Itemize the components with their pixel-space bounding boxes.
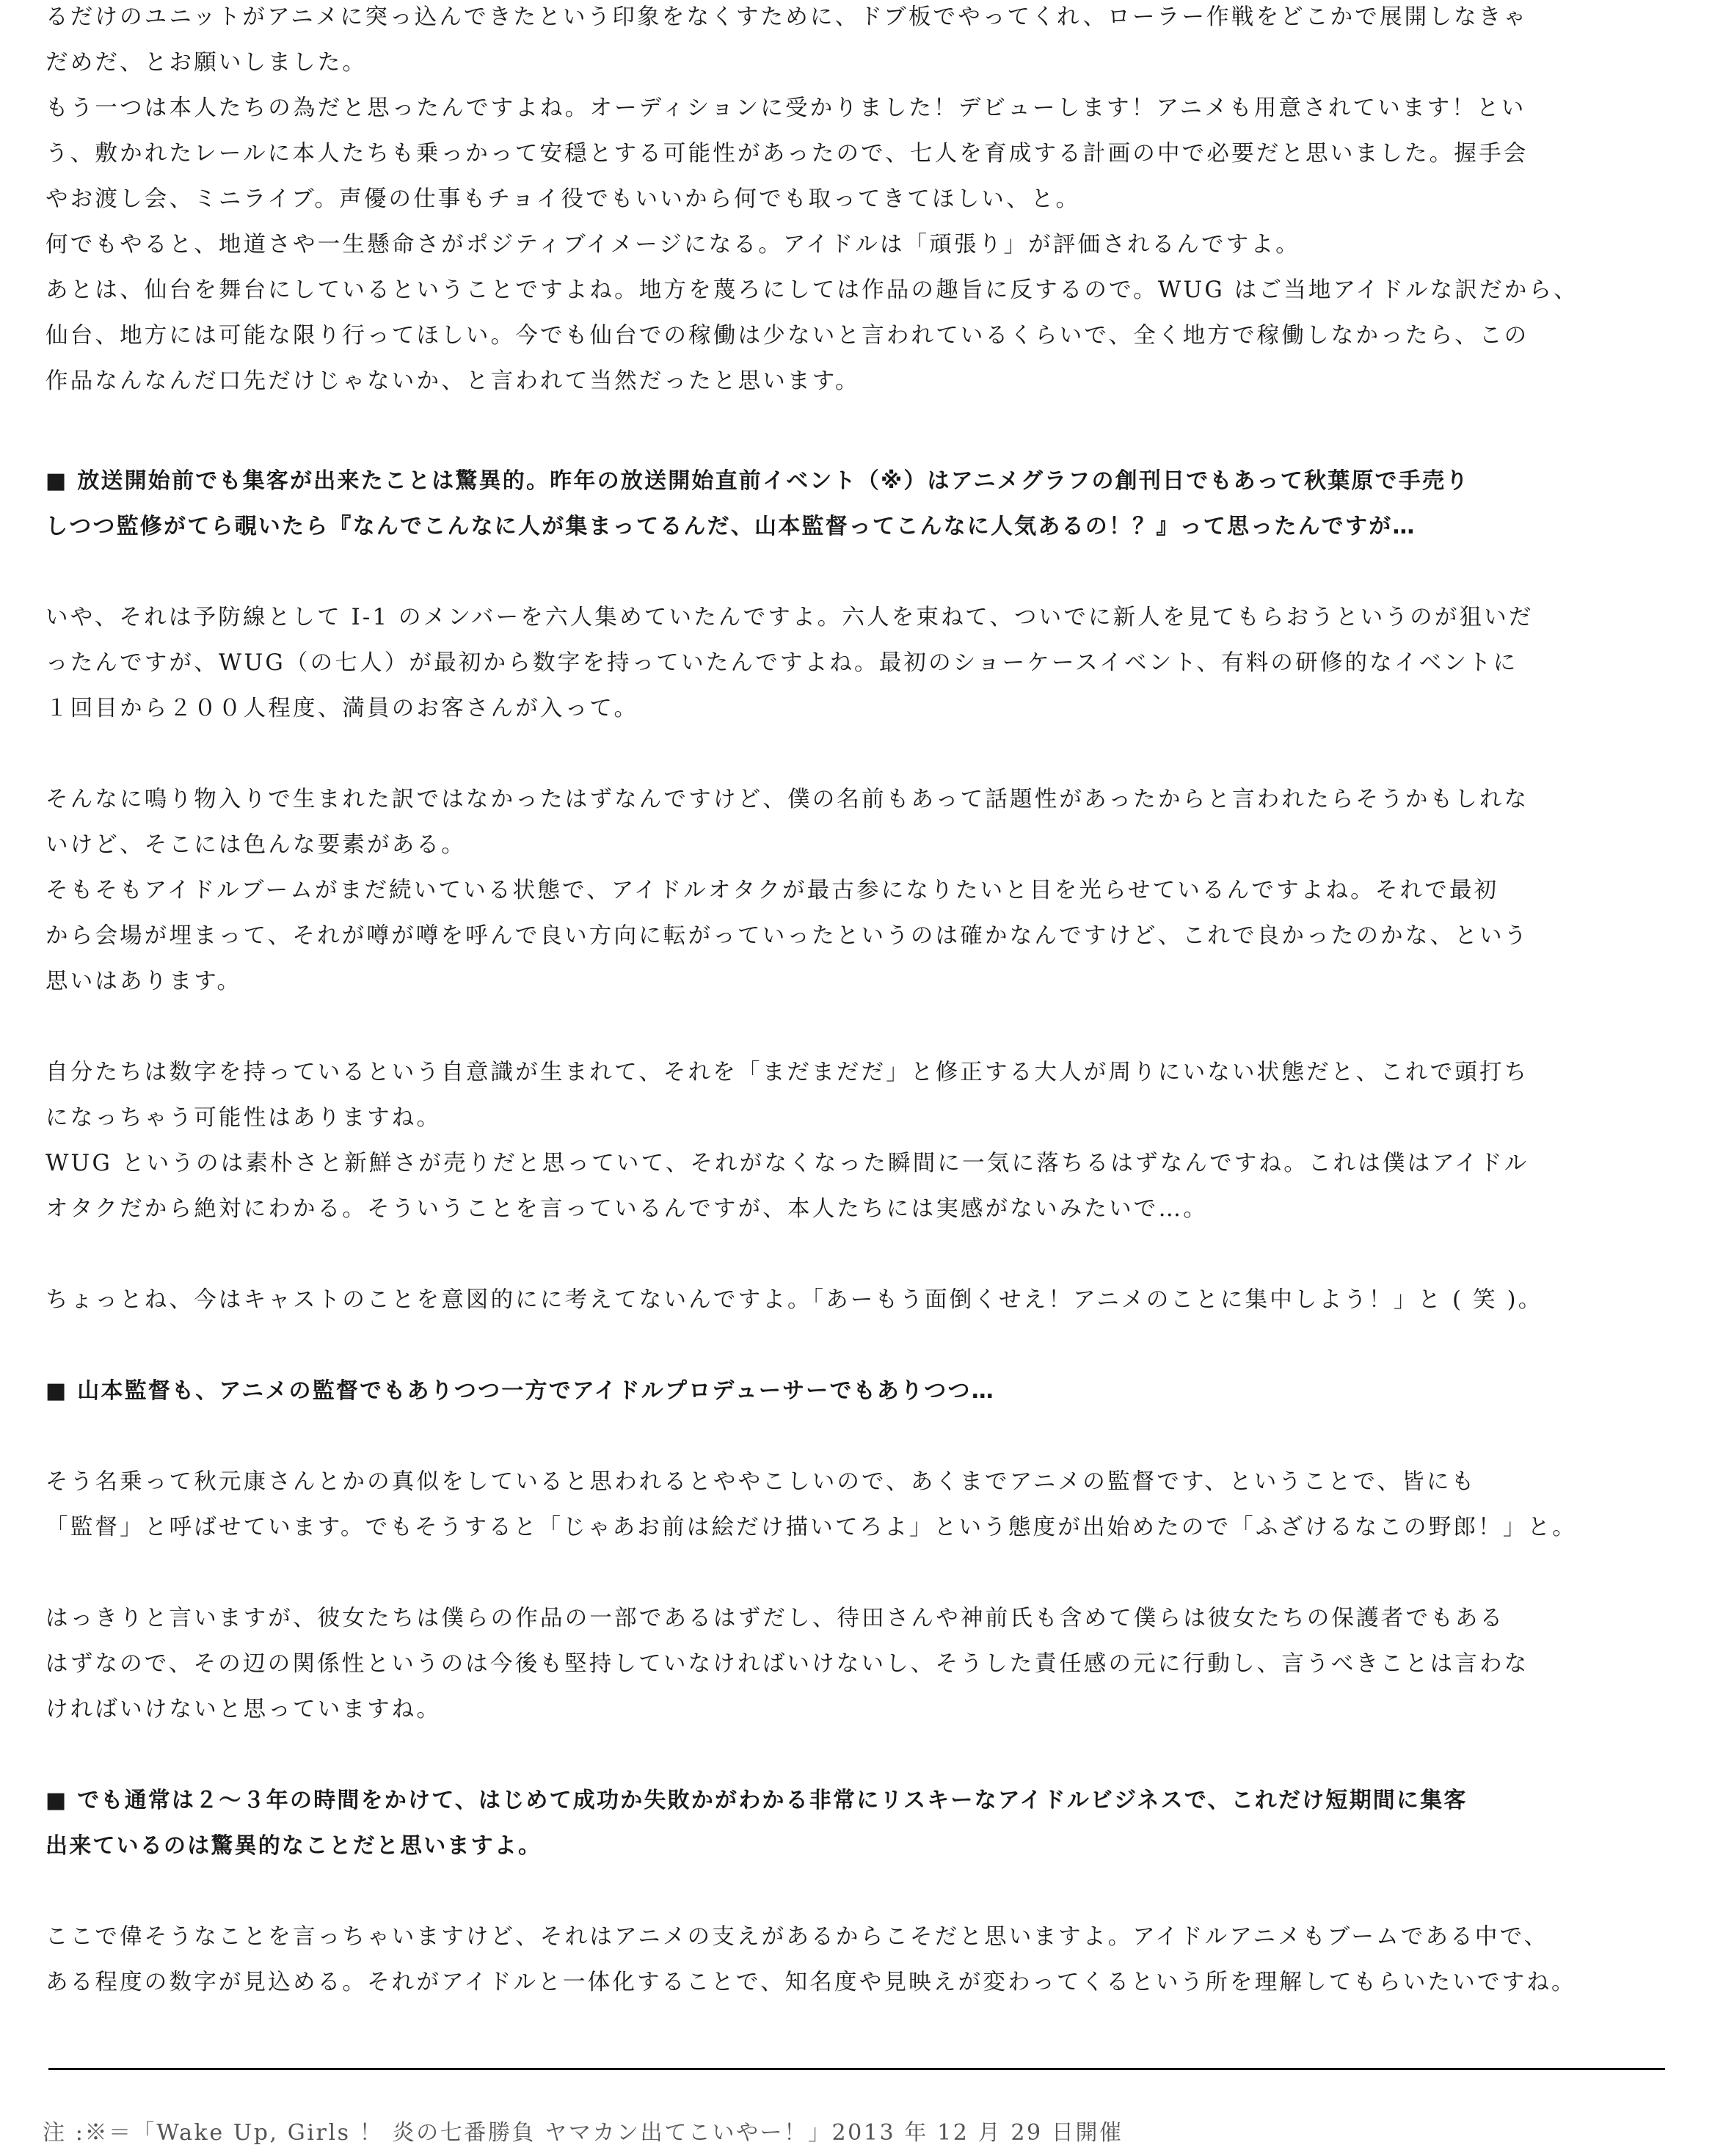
body-text-line: 「監督」と呼ばせています。でもそうすると「じゃあお前は絵だけ描いてろよ」という態度が出始めたので「ふざけるなこの野郎！」と。 bbox=[45, 1515, 1577, 1540]
body-text-line: 仙台、地方には可能な限り行ってほしい。今でも仙台での稼働は少ないと言われているくらいで、全く地方で稼働しなかったら、この bbox=[45, 323, 1529, 349]
body-text-line: １回目から２００人程度、満員のお客さんが入って。 bbox=[45, 696, 639, 721]
body-text-line: から会場が埋まって、それが噂が噂を呼んで良い方向に転がっていったというのは確かなんですけど、これで良かったのかな、という bbox=[45, 923, 1529, 949]
interview-question: ■ でも通常は２～３年の時間をかけて、はじめて成功か失敗かがわかる非常にリスキーなアイドルビジネスで、これだけ短期間に集客 bbox=[45, 1788, 1468, 1813]
body-text-line: 作品なんなんだ口先だけじゃないか、と言われて当然だったと思います。 bbox=[45, 368, 860, 394]
body-text-line: そんなに鳴り物入りで生まれた訳ではなかったはずなんですけど、僕の名前もあって話題性があったからと言われたらそうかもしれな bbox=[45, 787, 1529, 812]
body-text-line: そもそもアイドルブームがまだ続いている状態で、アイドルオタクが最古参になりたいと目を光らせているんですよね。それで最初 bbox=[45, 878, 1499, 903]
body-text-line: になっちゃう可能性はありますね。 bbox=[45, 1105, 442, 1131]
body-text-line: もう一つは本人たちの為だと思ったんですよね。オーディションに受かりました！デビューします！アニメも用意されています！とい bbox=[45, 95, 1526, 121]
body-text-line: ある程度の数字が見込める。それがアイドルと一体化することで、知名度や見映えが変わってくるという所を理解してもらいたいですね。 bbox=[45, 1970, 1576, 1995]
body-text-line: オタクだから絶対にわかる。そういうことを言っているんですが、本人たちには実感がないみたいで…。 bbox=[45, 1196, 1208, 1222]
body-text-line: 自分たちは数字を持っているという自意識が生まれて、それを「まだまだだ」と修正する大人が周りにいない状態だと、これで頭打ち bbox=[45, 1060, 1529, 1085]
body-text-line: そう名乗って秋元康さんとかの真似をしていると思われるとややこしいので、あくまでアニメの監督です、ということで、皆にも bbox=[45, 1469, 1476, 1495]
body-text-line: はずなので、その辺の関係性というのは今後も堅持していなければいけないし、そうした責任感の元に行動し、言うべきことは言わな bbox=[45, 1651, 1529, 1677]
body-text-line: ったんですが、WUG（の七人）が最初から数字を持っていたんですよね。最初のショーケースイベント、有料の研修的なイベントに bbox=[45, 650, 1518, 676]
interview-question: しつつ監修がてら覗いたら『なんでこんなに人が集まってるんだ、山本監督ってこんなに人気あるの！？』って思ったんですが… bbox=[45, 514, 1416, 539]
interview-question: ■ 放送開始前でも集客が出来たことは驚異的。昨年の放送開始直前イベント（※）はアニメグラフの創刊日でもあって秋葉原で手売り bbox=[45, 468, 1470, 494]
interview-question: 出来ているのは驚異的なことだと思いますよ。 bbox=[45, 1833, 542, 1859]
interview-question: ■ 山本監督も、アニメの監督でもありつつ一方でアイドルプロデューサーでもありつつ… bbox=[45, 1378, 995, 1404]
body-text-line: 思いはあります。 bbox=[45, 969, 242, 994]
body-text-line: ければいけないと思っていますね。 bbox=[45, 1697, 442, 1722]
body-text-line: あとは、仙台を舞台にしているということですよね。地方を蔑ろにしては作品の趣旨に反するので。WUG はご当地アイドルな訳だから、 bbox=[45, 277, 1578, 303]
body-text-line: るだけのユニットがアニメに突っ込んできたという印象をなくすために、ドブ板でやってくれ、ローラー作戦をどこかで展開しなきゃ bbox=[45, 4, 1529, 30]
body-text-line: 何でもやると、地道さや一生懸命さがポジティブイメージになる。アイドルは「頑張り」が評価されるんですよ。 bbox=[45, 232, 1300, 258]
body-text-line: やお渡し会、ミニライブ。声優の仕事もチョイ役でもいいから何でも取ってきてほしい、と。 bbox=[45, 186, 1081, 212]
footnote-divider bbox=[48, 2068, 1665, 2070]
footnote: 注 :※＝「Wake Up, Girls ！ 炎の七番勝負 ヤマカン出てこいやー！」2013 年 12 月 29 日開催 bbox=[43, 2120, 1124, 2146]
body-text-line: ここで偉そうなことを言っちゃいますけど、それはアニメの支えがあるからこそだと思いますよ。アイドルアニメもブームである中で、 bbox=[45, 1924, 1549, 1950]
body-text-line: いや、それは予防線として I-1 のメンバーを六人集めていたんですよ。六人を束ねて、ついでに新人を見てもらおうというのが狙いだ bbox=[45, 605, 1534, 630]
body-text-line: いけど、そこには色んな要素がある。 bbox=[45, 832, 466, 858]
body-text-line: ちょっとね、今はキャストのことを意図的にに考えてないんですよ。「あーもう面倒くせえ！アニメのことに集中しよう！」と ( 笑 )。 bbox=[45, 1287, 1543, 1313]
body-text-line: う、敷かれたレールに本人たちも乗っかって安穏とする可能性があったので、七人を育成する計画の中で必要だと思いました。握手会 bbox=[45, 141, 1529, 167]
body-text-line: だめだ、とお願いしました。 bbox=[45, 50, 368, 76]
body-text-line: はっきりと言いますが、彼女たちは僕らの作品の一部であるはずだし、待田さんや神前氏も含めて僕らは彼女たちの保護者でもある bbox=[45, 1606, 1505, 1631]
body-text-line: WUG というのは素朴さと新鮮さが売りだと思っていて、それがなくなった瞬間に一気に落ちるはずなんですね。これは僕はアイドル bbox=[45, 1151, 1529, 1176]
